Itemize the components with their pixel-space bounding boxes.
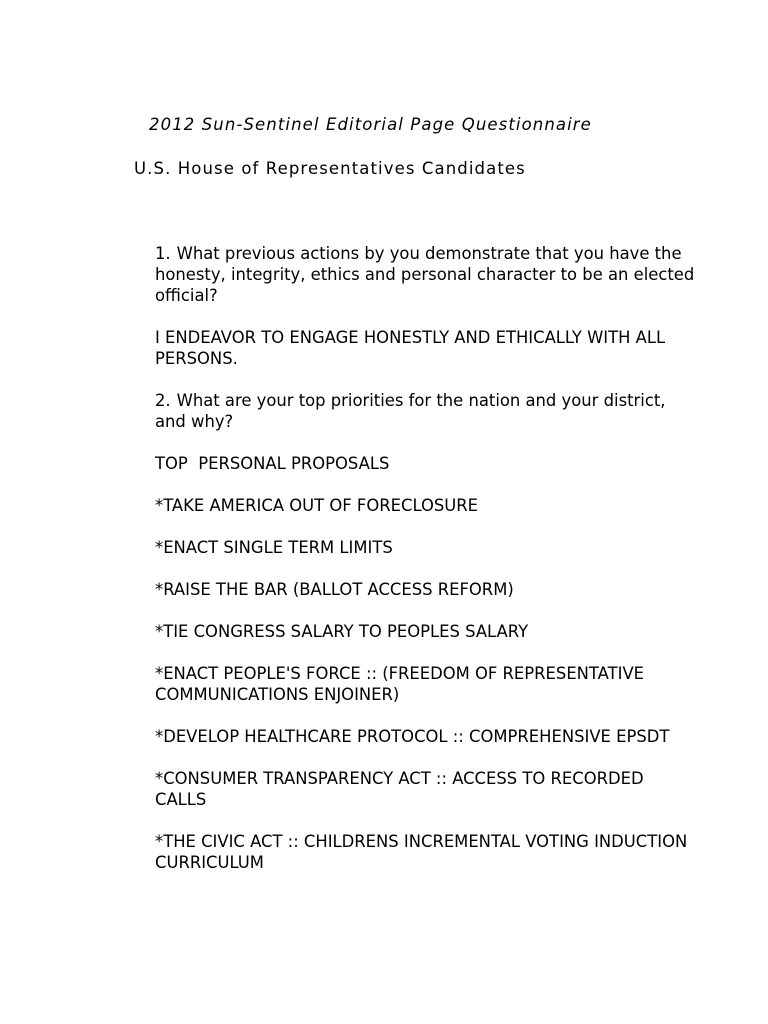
- document-body: [155, 243, 695, 894]
- question-2-text: What are your top priorities for the nation and your district, and why?: [155, 391, 666, 431]
- document-title: 2012 Sun-Sentinel Editorial Page Questionnaire: [149, 115, 592, 134]
- question-1-text: What previous actions by you demonstrate that you have the honesty, integrity, ethics and personal character to be an elected official?: [155, 244, 695, 305]
- document-subtitle: U.S. House of Representatives Candidates: [134, 159, 526, 178]
- proposal-item: *ENACT PEOPLE'S FORCE :: (FREEDOM OF REPRESENTATIVE COMMUNICATIONS ENJOINER): [155, 664, 645, 704]
- proposal-item: *TAKE AMERICA OUT OF FORECLOSURE: [155, 496, 479, 515]
- proposal-item: *TIE CONGRESS SALARY TO PEOPLES SALARY: [155, 622, 529, 641]
- proposal-item: *CONSUMER TRANSPARENCY ACT :: ACCESS TO RECORDED CALLS: [155, 769, 644, 809]
- proposal-item: *ENACT SINGLE TERM LIMITS: [155, 538, 393, 557]
- question-2: [155, 390, 695, 432]
- answer-2-heading: TOP PERSONAL PROPOSALS: [155, 454, 390, 473]
- answer-1: I ENDEAVOR TO ENGAGE HONESTLY AND ETHICALLY WITH ALL PERSONS.: [155, 328, 666, 368]
- proposal-item: *DEVELOP HEALTHCARE PROTOCOL :: COMPREHENSIVE EPSDT: [155, 727, 670, 746]
- question-1: [155, 243, 695, 306]
- proposal-item: *THE CIVIC ACT :: CHILDRENS INCREMENTAL VOTING INDUCTION CURRICULUM: [155, 832, 688, 872]
- question-1-number: 1.: [155, 244, 171, 263]
- proposal-item: *RAISE THE BAR (BALLOT ACCESS REFORM): [155, 580, 514, 599]
- question-2-number: 2.: [155, 391, 171, 410]
